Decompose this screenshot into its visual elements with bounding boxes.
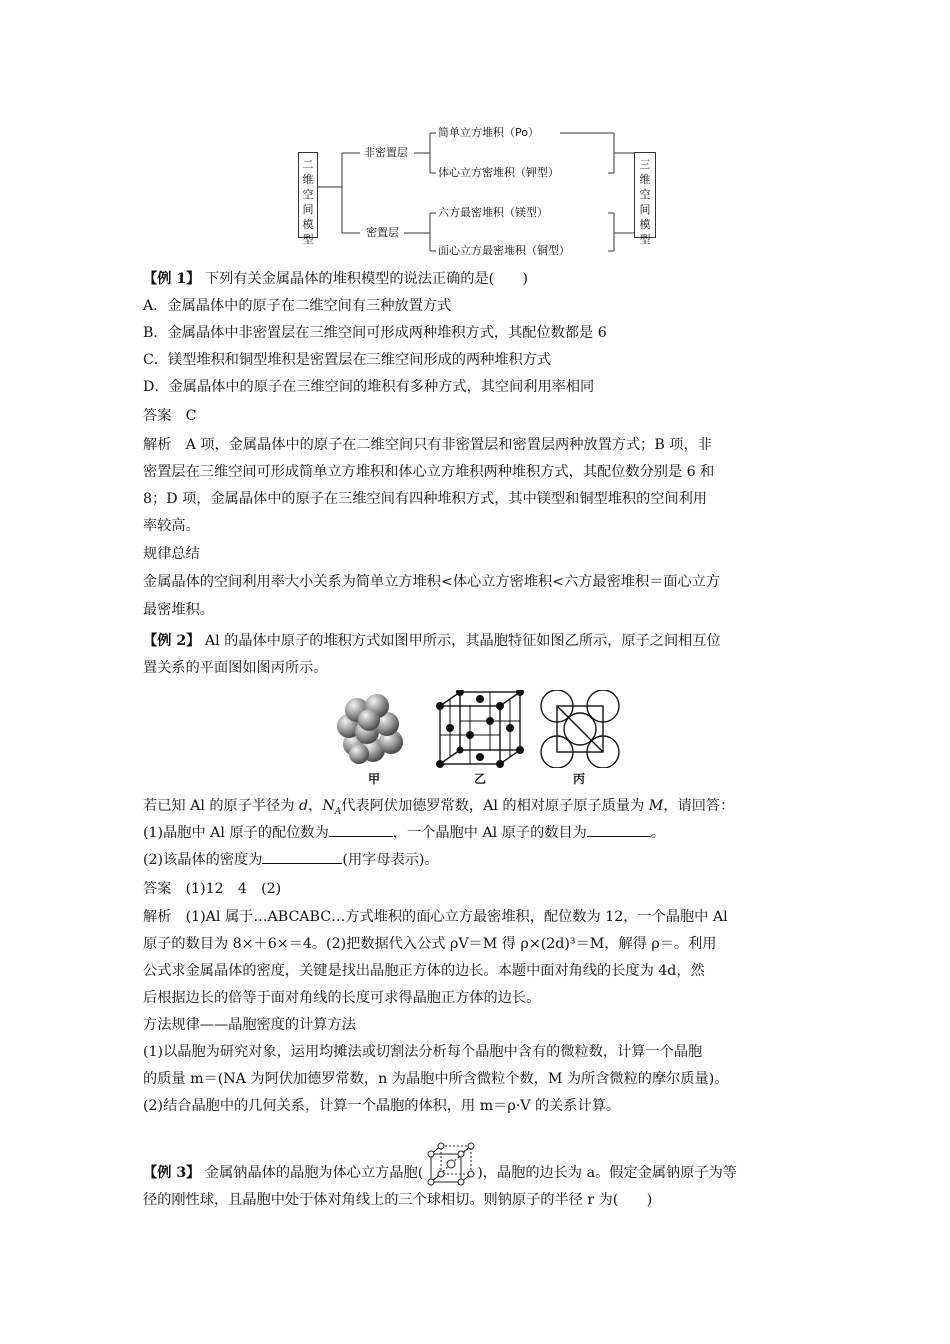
- left-box-char: 型: [302, 233, 314, 246]
- ex1-option-a: A．金属晶体中的原子在二维空间有三种放置方式: [143, 298, 452, 314]
- ex2-method-line: 的质量 m＝(NA 为阿伏加德罗常数，n 为晶胞中所含微粒个数，M 为所含微粒的摩尔质量)。: [143, 1071, 729, 1087]
- ex2-analysis-line: 原子的数目为 8×＋6×＝4。(2)把数据代入公式 ρV＝M 得 ρ×(2d)³＝M，解得 ρ＝。利用: [143, 936, 717, 952]
- ex1-stem-text: 下列有关金属晶体的堆积模型的说法正确的是( ): [204, 271, 529, 287]
- right-box-char: 维: [639, 173, 651, 186]
- ex1-stem: [143, 266, 813, 293]
- ex1-analysis-line: 密置层在三维空间可形成简单立方堆积和体心立方堆积两种堆积方式，其配位数分别是 6 和: [143, 464, 715, 480]
- ex1-analysis-line: 8；D 项，金属晶体中的原子在三维空间有四种堆积方式，其中镁型和铜型堆积的空间利用: [143, 491, 708, 507]
- face-plane-figure: [541, 690, 619, 768]
- right-box-char: 三: [639, 158, 651, 171]
- ex2-answer: 答案 (1)12 4 (2): [143, 881, 282, 897]
- right-box-char: 模: [639, 218, 651, 231]
- right-box-char: 间: [639, 203, 651, 216]
- question-text: ，一个晶胞中 Al 原子的数目为: [392, 825, 587, 841]
- figure-label-bing: 丙: [573, 772, 586, 786]
- ex1-option-d: D．金属晶体中的原子在三维空间的堆积有多种方式，其空间利用率相同: [143, 379, 595, 395]
- bcc-cell-icon: [425, 1142, 475, 1186]
- ex1-rule-title: 规律总结: [143, 546, 200, 562]
- ex1-rule-line: 金属晶体的空间利用率大小关系为简单立方堆积<体心立方密堆积<六方最密堆积＝面心立方: [143, 574, 721, 590]
- fcc-node: 面心立方最密堆积（铜型）: [438, 244, 570, 257]
- hcp-node: 六方最密堆积（镁型）: [438, 206, 548, 219]
- figure-label-yi: 乙: [474, 772, 487, 786]
- radius-symbol: d: [299, 798, 309, 814]
- ex2-method-title: 方法规律——晶胞密度的计算方法: [143, 1017, 356, 1033]
- avogadro-symbol: N: [322, 798, 335, 814]
- ex3-stem-text: 金属钠晶体的晶胞为体心立方晶胞(: [204, 1165, 424, 1181]
- question-text: (用字母表示)。: [342, 852, 439, 868]
- left-box-char: 维: [302, 173, 314, 186]
- figure-label-jia: 甲: [368, 772, 381, 786]
- close-packed-layer: 密置层: [366, 226, 399, 239]
- ex3-stem-text: )，晶胞的边长为 a。假定金属钠原子为等: [477, 1165, 737, 1181]
- ex1-option-c: C．镁型堆积和铜型堆积是密置层在三维空间形成的两种堆积方式: [143, 352, 552, 368]
- given-text: ，请回答：: [663, 798, 735, 814]
- answer-blank-coordination[interactable]: [329, 820, 393, 837]
- crystal-figures: [335, 690, 625, 790]
- answer-blank-atom-count[interactable]: [587, 820, 651, 837]
- right-box-char: 型: [639, 233, 651, 246]
- ex3-stem-line: 径的刚性球，且晶胞中处于体对角线上的三个球相切。则钠原子的半径 r 为( ): [143, 1192, 653, 1208]
- ex2-stem: [143, 628, 813, 655]
- mass-symbol: M: [648, 798, 664, 814]
- ex2-tag: 【例 2】: [143, 633, 201, 649]
- ex2-method-line: (1)以晶胞为研究对象，运用均摊法或切割法分析每个晶胞中含有的微粒数，计算一个晶胞: [143, 1044, 703, 1060]
- ex1-answer: 答案 C: [143, 408, 197, 424]
- stacking-model-diagram: [296, 120, 660, 257]
- ex2-stem-line: 置关系的平面图如图丙所示。: [143, 660, 328, 676]
- left-box-char: 间: [302, 203, 314, 216]
- ex2-stem-text: Al 的晶体中原子的堆积方式如图甲所示，其晶胞特征如图乙所示，原子之间相互位: [204, 633, 721, 649]
- ex2-analysis-line: 解析 (1)Al 属于…ABCABC…方式堆积的面心立方最密堆积，配位数为 12，一个晶胞中 Al: [143, 909, 728, 925]
- ex3-stem: [143, 1160, 813, 1187]
- three-dim-model-box: [634, 152, 656, 246]
- ex1-analysis-line: 率较高。: [143, 518, 200, 534]
- ex2-analysis-line: 后根据边长的倍等于面对角线的长度可求得晶胞正方体的边长。: [143, 990, 541, 1006]
- question-text: (1)晶胞中 Al 原子的配位数为: [143, 825, 329, 841]
- given-text: 代表阿伏加德罗常数，Al 的相对原子原子质量为: [341, 798, 649, 814]
- ex1-rule-line: 最密堆积。: [143, 602, 214, 618]
- ex1-tag: 【例 1】: [143, 271, 201, 287]
- two-dim-model-box: [298, 152, 318, 246]
- left-box-char: 空: [302, 188, 314, 201]
- question-text: 。: [650, 825, 666, 841]
- bcc-node: 体心立方密堆积（钾型）: [438, 166, 559, 179]
- ex2-method-line: (2)结合晶胞中的几何关系，计算一个晶胞的体积，用 m＝ρ·V 的关系计算。: [143, 1098, 621, 1114]
- diagram-lines: [296, 120, 660, 254]
- ex1-option-b: B．金属晶体中非密置层在三维空间可形成两种堆积方式，其配位数都是 6: [143, 325, 607, 341]
- ex2-question-1: [143, 820, 813, 847]
- left-box-char: 二: [302, 158, 314, 171]
- sphere-packing-figure: [337, 694, 403, 764]
- ex2-analysis-line: 公式求金属晶体的密度，关键是找出晶胞正方体的边长。本题中面对角线的长度为 4d，然: [143, 963, 705, 979]
- ex2-question-2: [143, 847, 813, 874]
- ex1-analysis-line: 解析 A 项，金属晶体中的原子在二维空间只有非密置层和密置层两种放置方式；B 项，非: [143, 437, 712, 453]
- question-text: (2)该晶体的密度为: [143, 852, 263, 868]
- simple-cubic-node: 简单立方堆积（Po）: [438, 126, 539, 139]
- right-box-char: 空: [639, 188, 651, 201]
- given-text: 若已知 Al 的原子半径为: [143, 798, 300, 814]
- avogadro-subscript: A: [334, 806, 342, 817]
- given-text: ，: [308, 798, 323, 814]
- left-box-char: 模: [302, 218, 314, 231]
- ex3-tag: 【例 3】: [143, 1165, 201, 1181]
- non-close-packed-layer: 非密置层: [364, 146, 408, 159]
- answer-blank-density[interactable]: [262, 847, 342, 864]
- crystal-figures-svg: [335, 690, 625, 768]
